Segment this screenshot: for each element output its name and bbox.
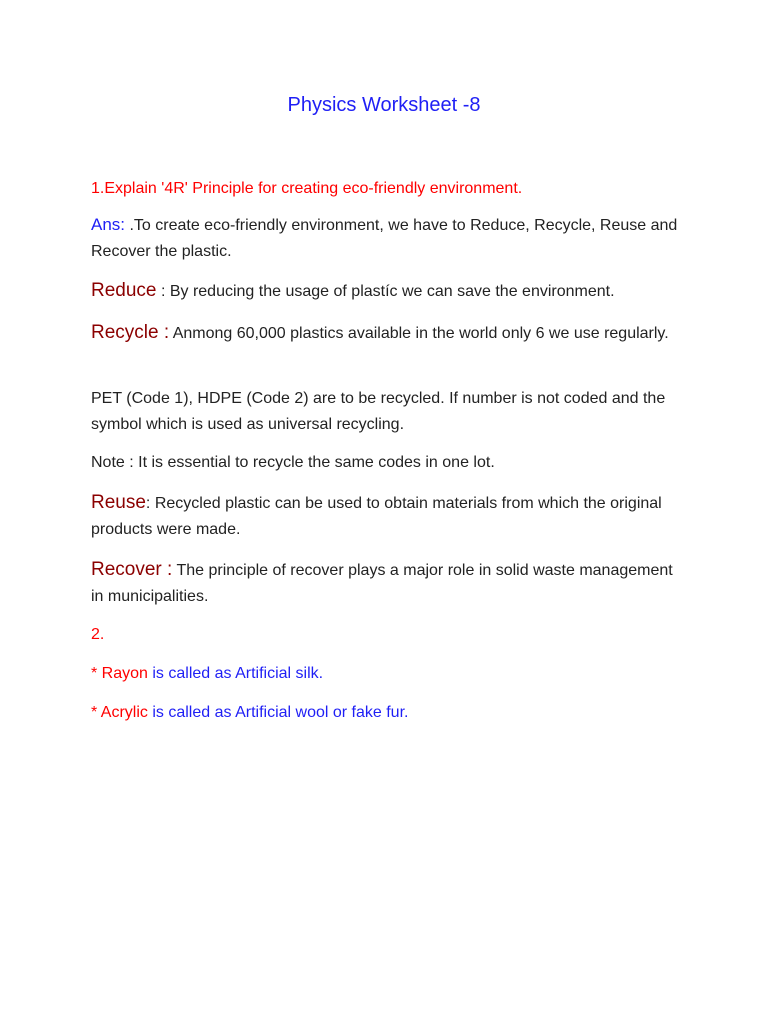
question-2: 2. [91,626,105,643]
recover-term: Recover : [91,559,173,580]
acrylic-line [91,700,681,726]
recover-text: The principle of recover plays a major role in solid waste management in municipalities. [91,562,673,605]
note-paragraph: Note : It is essential to recycle the same codes in one lot. [91,454,495,471]
rayon-text: is called as Artificial silk. [147,665,324,682]
recover-paragraph [91,557,681,610]
pet-paragraph: PET (Code 1), HDPE (Code 2) are to be recycled. If number is not coded and the symbol which is used as universal recycling. [91,390,666,433]
recycle-paragraph [91,320,681,347]
acrylic-label: * Acrylic [91,704,148,721]
recycle-text: Anmong 60,000 plastics available in the world only 6 we use regularly. [169,325,669,342]
answer-paragraph [91,212,681,265]
acrylic-text: is called as Artificial wool or fake fur. [147,704,409,721]
reduce-paragraph [91,278,681,305]
ans-label: Ans: [91,215,126,234]
ans-text: .To create eco-friendly environment, we have to Reduce, Recycle, Reuse and Recover the plastic. [91,217,678,260]
reduce-text: : By reducing the usage of plastíc we can save the environment. [156,283,615,300]
page-title: Physics Worksheet -8 [287,94,481,116]
rayon-label: * Rayon [91,665,148,682]
question-1: 1.Explain '4R' Principle for creating eco-friendly environment. [91,180,523,197]
reduce-term: Reduce [91,280,157,301]
reuse-term: Reuse [91,492,146,513]
rayon-line [91,661,681,687]
reuse-text: : Recycled plastic can be used to obtain materials from which the original products were made. [91,495,662,538]
reuse-paragraph [91,490,681,543]
recycle-term: Recycle : [91,322,170,343]
